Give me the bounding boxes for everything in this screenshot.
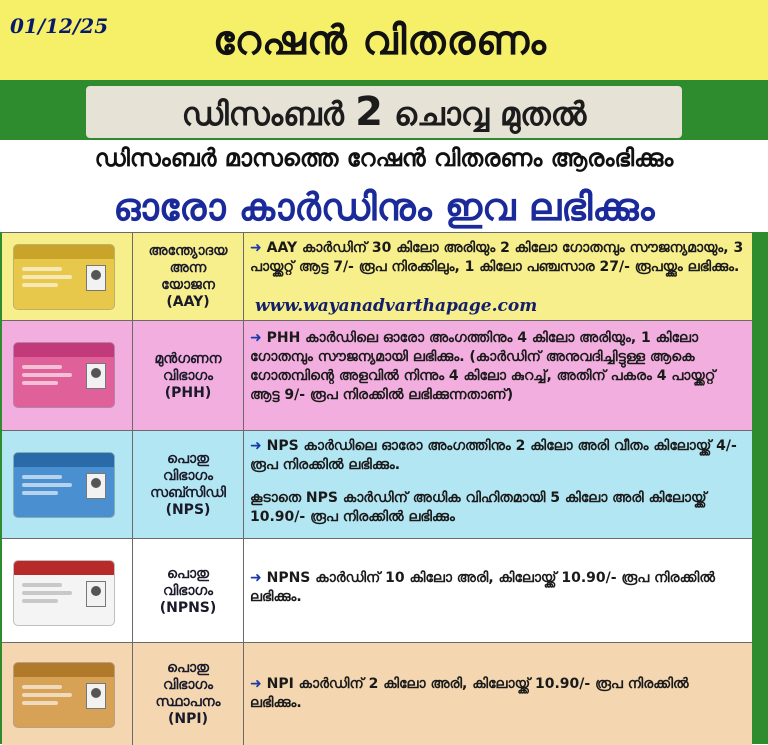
- category-code: (PHH): [164, 384, 212, 401]
- table-row-npi: [2, 642, 752, 745]
- date-banner: [86, 86, 682, 138]
- date-label: 01/12/25: [10, 14, 109, 38]
- npi-ration-card-image: [14, 663, 114, 727]
- category-line: വിഭാഗം: [162, 677, 214, 693]
- card-cell: [2, 431, 132, 539]
- description-cell: [242, 643, 752, 745]
- row-description: NPS കാർഡിലെ ഓരോ അംഗത്തിനും 2 കിലോ അരി വീതം കിലോയ്ക്ക് 4/- രൂപ നിരക്കിൽ ലഭിക്കും.: [250, 438, 737, 473]
- category-line: പൊതു: [167, 451, 209, 467]
- category-line: സബ്സിഡി: [150, 485, 226, 501]
- category-line: പൊതു: [167, 565, 209, 582]
- arrow-icon: ➜: [250, 330, 262, 346]
- arrow-icon: ➜: [250, 240, 262, 256]
- row-description: PHH കാർഡിലെ ഓരോ അംഗത്തിനും 4 കിലോ അരിയും, 1 കിലോ ഗോതമ്പും സൗജന്യമായി ലഭിക്കും. (കാർഡിന് അനുവദിച്ചിട്ടുള്ള ആകെ ഗോതമ്പിന്റെ അളവിൽ നിന്നും 4 കിലോ കുറച്ച്, അതിന് പകരം 4 പായ്ക്കറ്റ് ആട്ട 9/- രൂപ നിരക്കിൽ ലഭിക്കുന്നതാണ്): [250, 330, 716, 403]
- highlight-heading: ഓരോ കാർഡിനും ഇവ ലഭിക്കും: [113, 185, 655, 229]
- category-cell: [132, 431, 244, 539]
- table-row-npns: [2, 538, 752, 643]
- card-cell: [2, 233, 132, 321]
- arrow-icon: ➜: [250, 438, 262, 454]
- category-cell: [132, 539, 244, 643]
- subtitle: ഡിസംബർ മാസത്തെ റേഷൻ വിതരണം ആരംഭിക്കും: [94, 144, 674, 172]
- row-description: AAY കാർഡിന് 30 കിലോ അരിയും 2 കിലോ ഗോതമ്പും സൗജന്യമായും, 3 പായ്ക്കറ്റ് ആട്ട 7/- രൂപ നിരക്കിലും, 1 കിലോ പഞ്ചസാര 27/- രൂപയ്ക്കും ലഭിക്കും.: [250, 240, 744, 275]
- category-line: മുൻഗണന: [154, 350, 222, 367]
- phh-ration-card-image: [14, 343, 114, 407]
- category-code: (AAY): [166, 294, 210, 310]
- row-description: NPI കാർഡിന് 2 കിലോ അരി, കിലോയ്ക്ക് 10.90/- രൂപ നിരക്കിൽ ലഭിക്കും.: [250, 676, 689, 711]
- card-cell: [2, 643, 132, 745]
- category-cell: [132, 233, 244, 321]
- row-description-extra: കൂടാതെ NPS കാർഡിന് അധിക വിഹിതമായി 5 കിലോ അരി കിലോയ്ക്ക് 10.90/- രൂപ നിരക്കിൽ ലഭിക്കും: [250, 490, 707, 525]
- banner-month: ഡിസംബർ: [181, 95, 344, 133]
- category-cell: [132, 643, 244, 745]
- category-line: വിഭാഗം: [162, 468, 214, 484]
- category-line: പൊതു: [167, 660, 209, 676]
- category-line: വിഭാഗം: [162, 367, 214, 384]
- banner-suffix: ചൊവ്വ മുതൽ: [394, 95, 587, 133]
- category-code: (NPNS): [159, 599, 217, 616]
- nps-ration-card-image: [14, 453, 114, 517]
- table-row-phh: [2, 320, 752, 431]
- aay-ration-card-image: [14, 245, 114, 309]
- category-code: (NPI): [168, 711, 208, 727]
- category-line: യോജന: [161, 277, 215, 293]
- row-description: NPNS കാർഡിന് 10 കിലോ അരി, കിലോയ്ക്ക് 10.90/- രൂപ നിരക്കിൽ ലഭിക്കും.: [250, 570, 715, 605]
- category-line: സ്ഥാപനം: [155, 694, 221, 710]
- banner-day-number: 2: [355, 89, 383, 135]
- arrow-icon: ➜: [250, 676, 262, 692]
- category-line: അന്ത്യോദയ: [148, 243, 228, 259]
- category-line: അന്ന: [169, 260, 207, 276]
- npns-ration-card-image: [14, 561, 114, 625]
- description-cell: [242, 321, 752, 431]
- card-cell: [2, 539, 132, 643]
- arrow-icon: ➜: [250, 570, 262, 586]
- category-line: വിഭാഗം: [162, 582, 214, 599]
- category-code: (NPS): [165, 502, 211, 518]
- category-cell: [132, 321, 244, 431]
- website-watermark: www.wayanadvarthapage.com: [255, 296, 538, 316]
- table-row-nps: [2, 430, 752, 539]
- page-title: റേഷൻ വിതരണം: [213, 18, 547, 64]
- card-cell: [2, 321, 132, 431]
- description-cell: [242, 431, 752, 539]
- description-cell: [242, 539, 752, 643]
